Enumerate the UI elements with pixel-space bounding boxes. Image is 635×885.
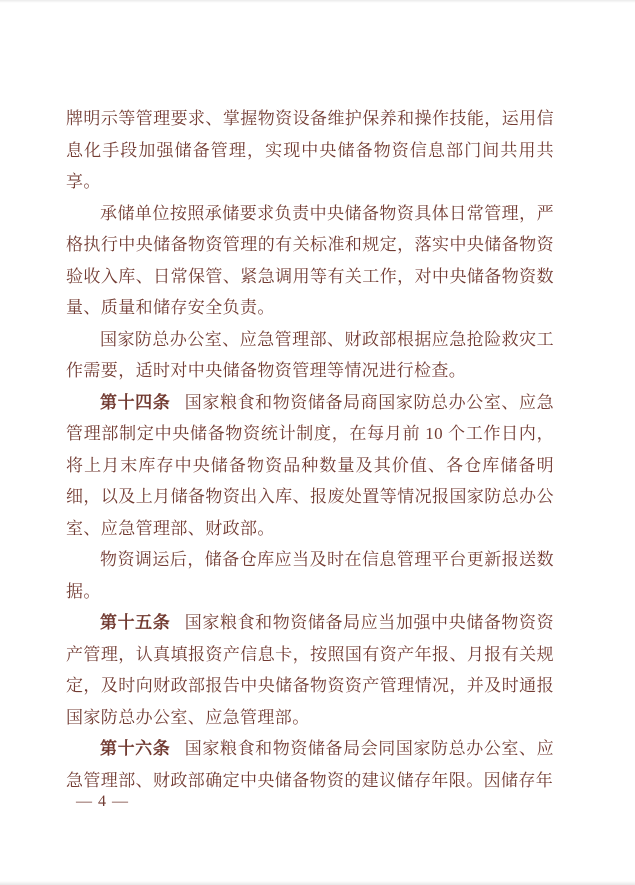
scan-edge-bottom — [0, 881, 635, 885]
paragraph: 国家防总办公室、应急管理部、财政部根据应急抢险救灾工作需要，适时对中央储备物资管理等情况进行检查。 — [66, 329, 554, 380]
paragraph: 第十五条 国家粮食和物资储备局应当加强中央储备物资资产管理，认真填报资产信息卡，按照国有资产年报、月报有关规定，及时向财政部报告中央储备物资资产管理情况，并及时通报国家防总办公室、应急管理部。 — [66, 613, 554, 727]
paragraph: 承储单位按照承储要求负责中央储备物资具体日常管理，严格执行中央储备物资管理的有关标准和规定，落实中央储备物资验收入库、日常保管、紧急调用等有关工作，对中央储备物资数量、质量和储存安全负责。 — [66, 203, 554, 317]
article-number: 第十四条 — [100, 392, 171, 412]
article-number: 第十六条 — [100, 739, 171, 758]
paragraph: 第十六条 国家粮食和物资储备局会同国家防总办公室、应急管理部、财政部确定中央储备物资的建议储存年限。因储存年 — [66, 739, 554, 790]
article-number: 第十五条 — [100, 613, 171, 632]
paragraph: 物资调运后，储备仓库应当及时在信息管理平台更新报送数据。 — [66, 550, 554, 601]
document-body — [66, 103, 554, 796]
paragraph: 第十四条 国家粮食和物资储备局商国家防总办公室、应急管理部制定中央储备物资统计制度，在每月前 10 个工作日内，将上月末库存中央储备物资品种数量及其价值、各仓库储备明细，以及上月储备物资出入库、报废处置等情况报国家防总办公室、应急管理部、财政部。 — [66, 392, 554, 538]
page-number: — 4 — — [76, 793, 129, 810]
paragraph: 牌明示等管理要求、掌握物资设备维护保养和操作技能，运用信息化手段加强储备管理，实现中央储备物资信息部门间共用共享。 — [66, 109, 554, 191]
scan-edge-top — [0, 0, 635, 3]
